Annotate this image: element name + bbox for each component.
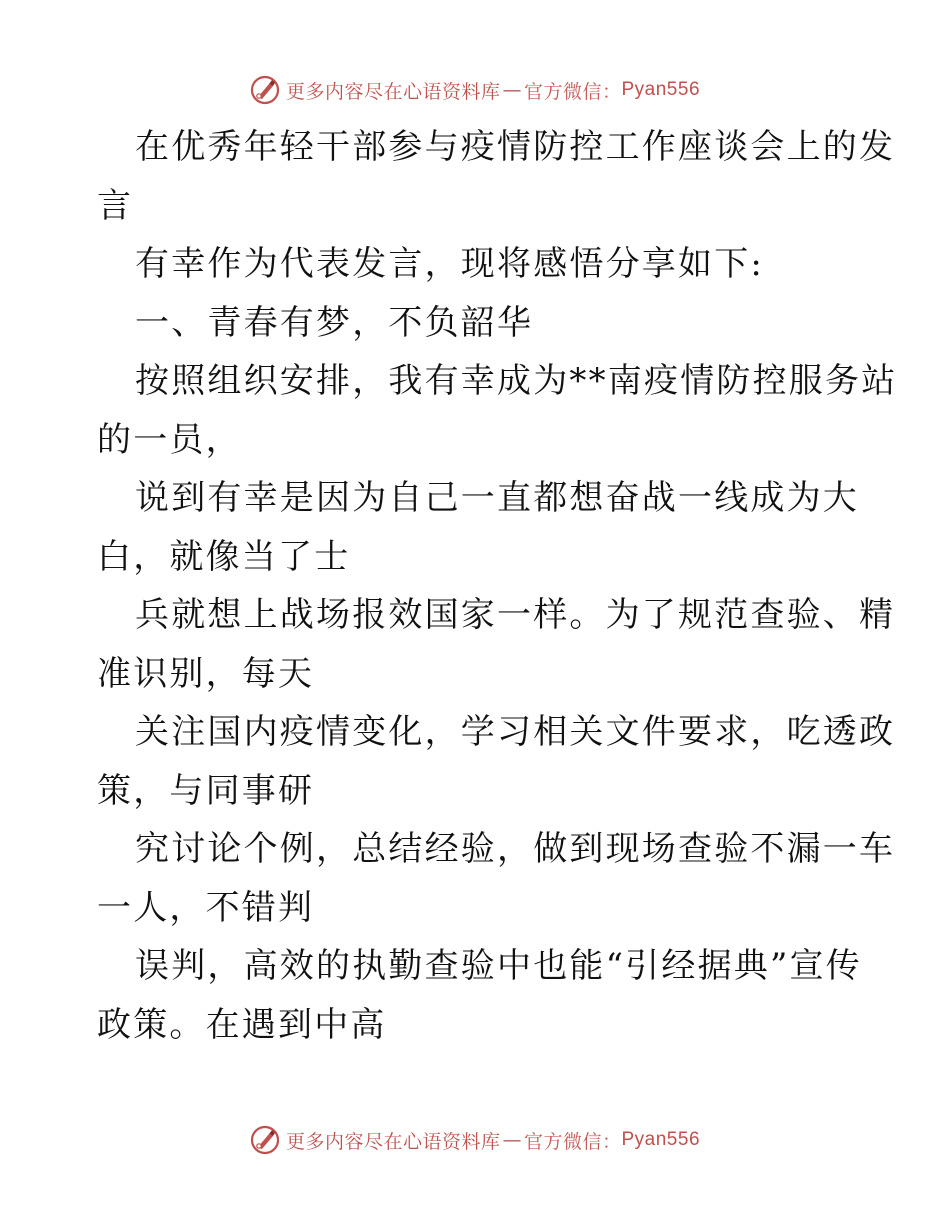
text-line: 策，与同事研 [97, 770, 315, 811]
document-body [97, 118, 898, 1054]
watermark-separator: — [502, 1129, 522, 1151]
text-line: 言 [97, 185, 134, 226]
text-line: 关注国内疫情变化，学习相关文件要求，吃透政 [135, 712, 896, 752]
pen-nib-logo-icon [250, 1125, 280, 1155]
text-line: 说到有幸是因为自己一直都想奋战一线成为大 [135, 478, 859, 518]
header-watermark [0, 70, 950, 110]
text-line: 有幸作为代表发言，现将感悟分享如下: [135, 244, 765, 284]
text-line: 的一员， [97, 419, 242, 460]
watermark-wechat-label: 官方微信： [523, 1130, 622, 1153]
watermark-wechat-label: 官方微信： [523, 80, 622, 103]
text-line: 误判，高效的执勤查验中也能“引经据典”宣传 [135, 946, 862, 986]
text-line: 准识别，每天 [97, 653, 315, 694]
text-line: 兵就想上战场报效国家一样。为了规范查验、精 [135, 595, 896, 635]
watermark-brand: 更多内容尽在心语资料库 [285, 80, 501, 103]
text-line: 在优秀年轻干部参与疫情防控工作座谈会上的发 [135, 127, 896, 167]
text-line: 究讨论个例，总结经验，做到现场查验不漏一车 [135, 829, 896, 869]
footer-watermark [0, 1120, 950, 1160]
text-line: 政策。在遇到中高 [97, 1004, 387, 1045]
watermark-wechat-id: Pyan556 [621, 79, 701, 100]
watermark-brand: 更多内容尽在心语资料库 [285, 1130, 501, 1153]
watermark-separator: — [502, 79, 522, 101]
text-line: 按照组织安排，我有幸成为**南疫情防控服务站 [135, 361, 898, 401]
pen-nib-logo-icon [250, 75, 280, 105]
text-line: 一、青春有梦，不负韶华 [135, 302, 534, 343]
text-line: 一人，不错判 [97, 887, 315, 928]
watermark-wechat-id: Pyan556 [621, 1129, 701, 1150]
text-line: 白，就像当了士 [97, 536, 351, 577]
